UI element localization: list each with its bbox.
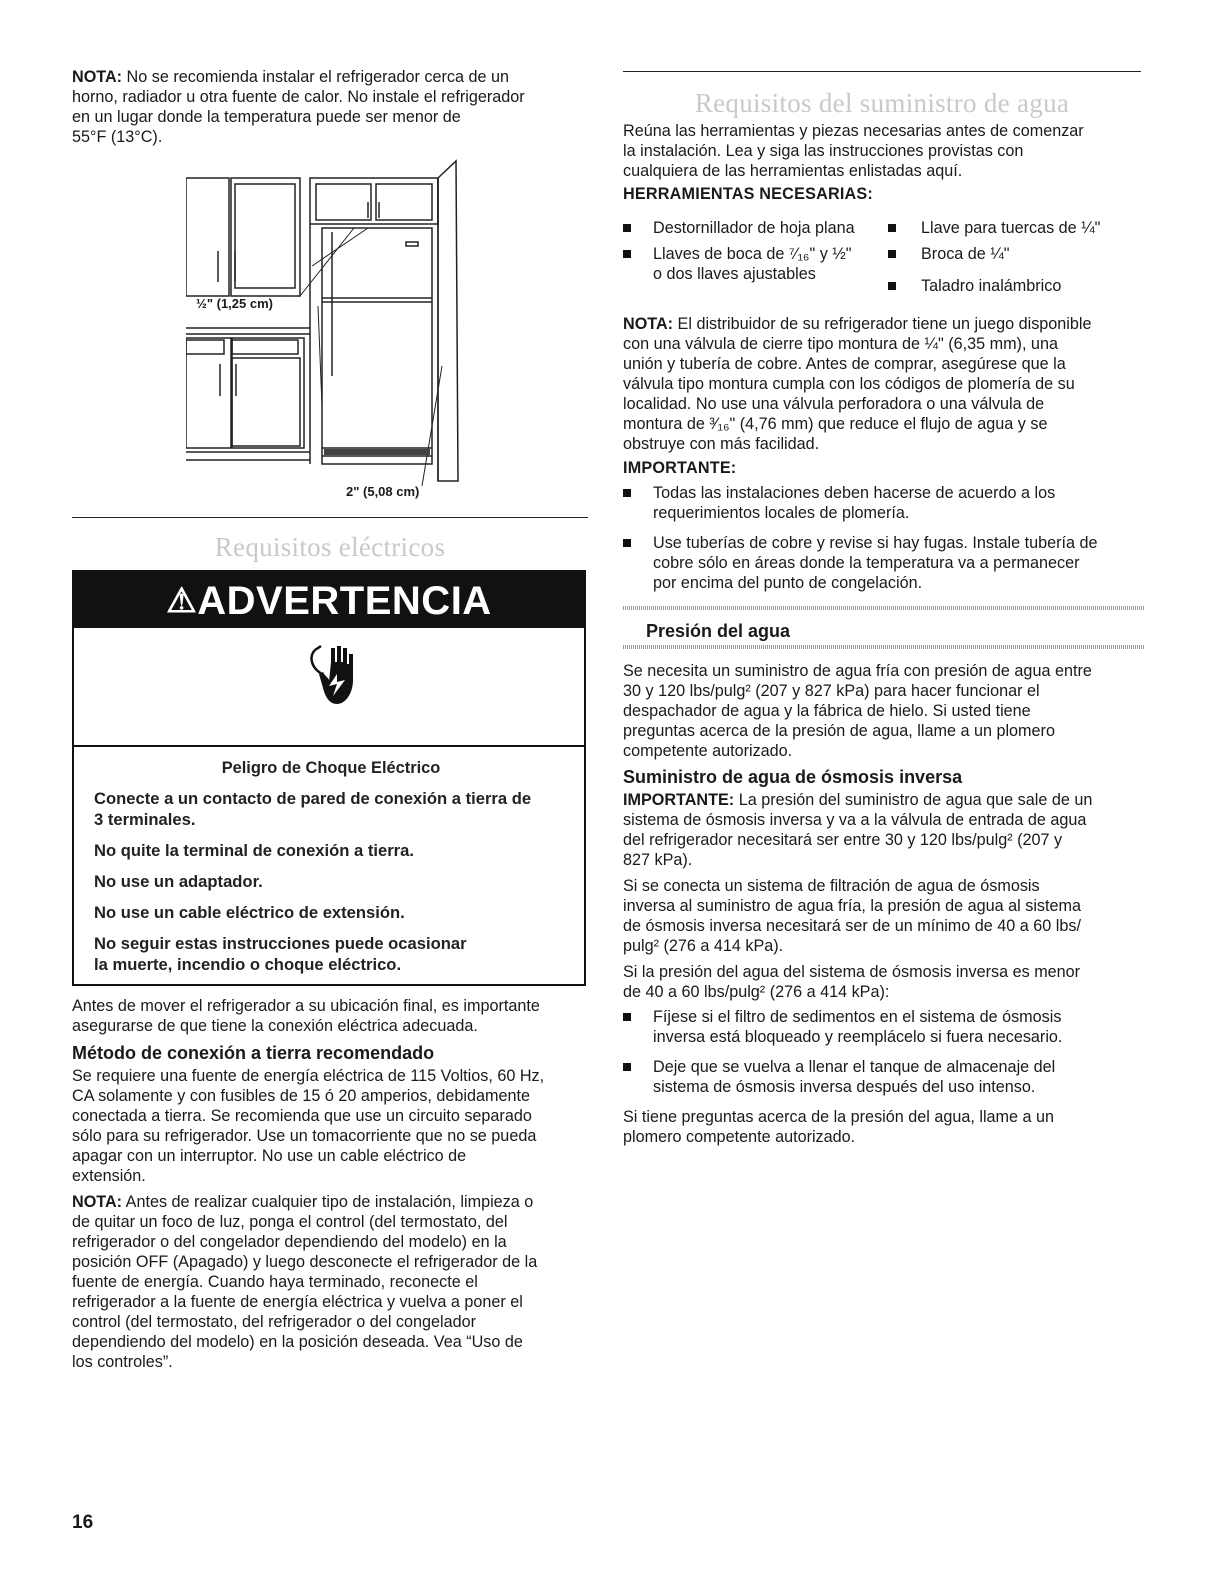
water-nota-line: NOTA: El distribuidor de su refrigerador tiene un juego disponible (623, 315, 1092, 333)
nota2-line: posición OFF (Apagado) y luego desconecte el refrigerador de la (72, 1253, 538, 1271)
osmosis-list (623, 1007, 1145, 1096)
tools-list (623, 218, 1145, 298)
warning-line: No seguir estas instrucciones puede ocasionar (94, 934, 467, 953)
nota2-line: dependiendo del modelo) en la posición deseada. Vea “Uso de (72, 1333, 523, 1351)
hazard-title: Peligro de Choque Eléctrico (221, 759, 441, 777)
method-line: Se requiere una fuente de energía eléctrica de 115 Voltios, 60 Hz, (72, 1067, 545, 1085)
osmosis-line: 827 kPa). (623, 851, 693, 869)
method-line: extensión. (72, 1167, 146, 1185)
refrigerator-clearance-diagram (186, 156, 476, 506)
osmosis-line: plomero competente autorizado. (623, 1128, 856, 1146)
nota-top-line: 55°F (13°C). (72, 128, 163, 146)
water-nota-line: montura de ³⁄₁₆" (4,76 mm) que reduce el flujo de agua y se (623, 415, 1048, 433)
water-nota-line: con una válvula de cierre tipo montura de ¼" (6,35 mm), una (623, 335, 1058, 353)
warning-box (72, 570, 586, 986)
nota2-line: refrigerador o del congelador dependiendo del modelo) en la (72, 1233, 507, 1251)
method-line: CA solamente y con fusibles de 15 ó 20 amperios, debidamente (72, 1087, 531, 1105)
bullet-icon (623, 539, 631, 547)
pressure-line: 30 y 120 lbs/pulg² (207 y 827 kPa) para hacer funcionar el (623, 682, 1040, 700)
intro-line: Antes de mover el refrigerador a su ubicación final, es importante (72, 997, 540, 1015)
pressure-line: competente autorizado. (623, 742, 793, 760)
nota2-line: NOTA: Antes de realizar cualquier tipo de instalación, limpieza o (72, 1193, 534, 1211)
importante-title: IMPORTANTE: (623, 459, 737, 477)
tool-item: Broca de ¼" (921, 245, 1010, 263)
clearance-label-bottom: 2" (5,08 cm) (346, 484, 420, 499)
tool-item: Llave para tuercas de ¼" (921, 219, 1101, 237)
osmosis-item: sistema de ósmosis inversa después del uso intenso. (653, 1078, 1036, 1096)
osmosis-line: IMPORTANTE: La presión del suministro de agua que sale de un (623, 791, 1093, 809)
osmosis-item: Deje que se vuelva a llenar el tanque de almacenaje del (653, 1058, 1056, 1076)
importante-item: requerimientos locales de plomería. (653, 504, 910, 522)
osmosis-line: pulg² (276 a 414 kPa). (623, 937, 784, 955)
water-nota-line: localidad. No use una válvula perforadora o una válvula de (623, 395, 1045, 413)
hatch-divider (623, 606, 1145, 610)
importante-item: Use tuberías de cobre y revise si hay fugas. Instale tubería de (653, 534, 1098, 552)
warning-line: Conecte a un contacto de pared de conexión a tierra de (94, 789, 532, 808)
section-divider (623, 71, 1141, 72)
osmosis-title: Suministro de agua de ósmosis inversa (623, 767, 963, 787)
osmosis-line: de 40 a 60 lbs/pulg² (276 a 414 kPa): (623, 983, 890, 1001)
warning-separator (74, 745, 584, 747)
tool-item: Destornillador de hoja plana (653, 219, 855, 237)
section-divider (72, 517, 588, 518)
bullet-icon (623, 250, 631, 258)
nota2-line: refrigerador a la fuente de energía eléctrica y vuelva a poner el (72, 1293, 523, 1311)
osmosis-item: Fíjese si el filtro de sedimentos en el sistema de ósmosis (653, 1008, 1062, 1026)
method-line: conectada a tierra. Se recomienda que use un circuito separado (72, 1107, 532, 1125)
water-intro-line: la instalación. Lea y siga las instrucciones provistas con (623, 142, 1024, 160)
osmosis-line: Si la presión del agua del sistema de ósmosis inversa es menor (623, 963, 1081, 981)
importante-item: Todas las instalaciones deben hacerse de acuerdo a los (653, 484, 1056, 502)
tool-item: Taladro inalámbrico (921, 277, 1062, 295)
osmosis-line: sistema de ósmosis inversa y va a la válvula de entrada de agua (623, 811, 1087, 829)
importante-item: por encima del punto de congelación. (653, 574, 923, 592)
nota2-line: de quitar un foco de luz, ponga el control (del termostato, del (72, 1213, 508, 1231)
nota-top-line: en un lugar donde la temperatura puede ser menor de (72, 108, 461, 126)
method-line: apagar con un interruptor. No use un cable eléctrico de (72, 1147, 467, 1165)
warning-header-text: ADVERTENCIA (197, 579, 492, 623)
pressure-title: Presión del agua (646, 621, 791, 641)
warning-triangle-icon: ⚠ (166, 582, 198, 620)
clearance-label-top: ½" (1,25 cm) (196, 296, 273, 311)
pressure-line: Se necesita un suministro de agua fría con presión de agua entre (623, 662, 1092, 680)
warning-line: 3 terminales. (94, 810, 196, 829)
warning-line: No quite la terminal de conexión a tierra. (94, 841, 414, 860)
tools-title: HERRAMIENTAS NECESARIAS: (623, 185, 874, 203)
osmosis-line: del refrigerador necesitará ser entre 30 y 120 lbs/pulg² (207 y (623, 831, 1063, 849)
nota2-line: control (del termostato, del refrigerador o del congelador (72, 1313, 477, 1331)
electric-shock-hand-icon (307, 644, 367, 708)
bullet-icon (888, 224, 896, 232)
water-nota-line: unión y tubería de cobre. Antes de comprar, asegúrese que la (623, 355, 1066, 373)
pressure-line: preguntas acerca de la presión de agua, llame a un plomero (623, 722, 1055, 740)
section-title-electrical: Requisitos eléctricos (214, 532, 446, 562)
nota2-line: los controles”. (72, 1353, 173, 1371)
page-number: 16 (72, 1512, 94, 1533)
osmosis-item: inversa está bloqueado y reemplácelo si fuera necesario. (653, 1028, 1063, 1046)
hatch-divider (623, 645, 1145, 649)
water-nota-line: válvula tipo montura cumpla con los códigos de plomería de su (623, 375, 1075, 393)
bullet-icon (623, 1013, 631, 1021)
osmosis-line: Si tiene preguntas acerca de la presión del agua, llame a un (623, 1108, 1055, 1126)
osmosis-line: Si se conecta un sistema de filtración de agua de ósmosis (623, 877, 1040, 895)
nota-top: NOTA: No se recomienda instalar el refrigerador cerca de un (72, 68, 509, 86)
intro-line: asegurarse de que tiene la conexión eléctrica adecuada. (72, 1017, 478, 1035)
importante-item: cobre sólo en áreas donde la temperatura va a permanecer (653, 554, 1080, 572)
warning-line: No use un adaptador. (94, 872, 263, 891)
nota2-line: fuente de energía. Cuando haya terminado, reconecte el (72, 1273, 478, 1291)
warning-line: No use un cable eléctrico de extensión. (94, 903, 405, 922)
water-intro-line: cualquiera de las herramientas enlistadas aquí. (623, 162, 963, 180)
method-title: Método de conexión a tierra recomendado (72, 1043, 435, 1063)
warning-line: la muerte, incendio o choque eléctrico. (94, 955, 402, 974)
water-nota-line: obstruye con más facilidad. (623, 435, 820, 453)
tool-item: o dos llaves ajustables (653, 265, 816, 283)
section-title-water: Requisitos del suministro de agua (694, 88, 1070, 118)
bullet-icon (623, 224, 631, 232)
warning-header (74, 572, 584, 628)
importante-list (623, 483, 1145, 593)
bullet-icon (623, 1063, 631, 1071)
bullet-icon (888, 282, 896, 290)
tool-item: Llaves de boca de ⁷⁄₁₆" y ½" (653, 245, 852, 263)
bullet-icon (888, 250, 896, 258)
water-intro-line: Reúna las herramientas y piezas necesarias antes de comenzar (623, 122, 1084, 140)
nota-top-line: horno, radiador u otra fuente de calor. No instale el refrigerador (72, 88, 525, 106)
pressure-line: despachador de agua y la fábrica de hielo. Si usted tiene (623, 702, 1031, 720)
osmosis-line: de ósmosis inversa necesitará ser de un mínimo de 40 a 60 lbs/ (623, 917, 1081, 935)
osmosis-line: inversa al suministro de agua fría, la presión de agua al sistema (623, 897, 1081, 915)
bullet-icon (623, 489, 631, 497)
method-line: sólo para su refrigerador. Use un tomacorriente que no se pueda (72, 1127, 537, 1145)
